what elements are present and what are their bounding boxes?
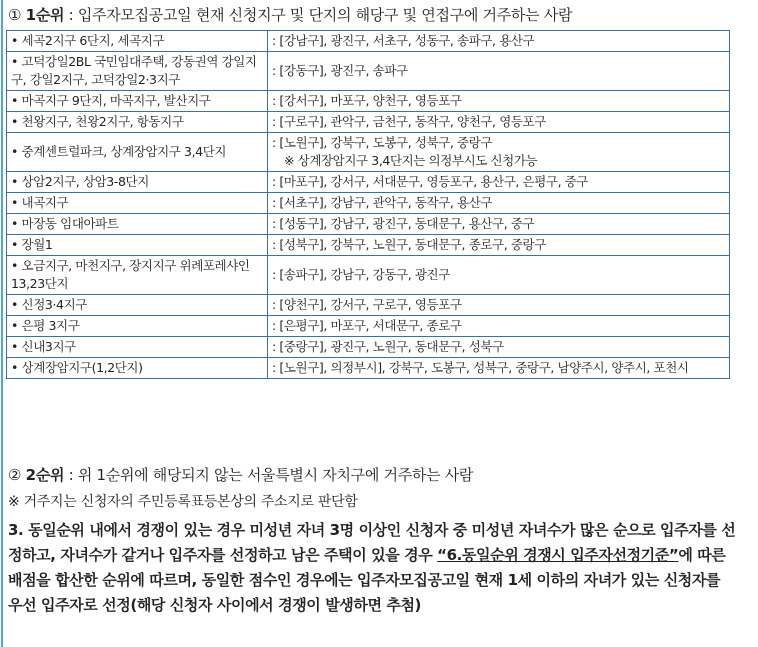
- eligible-districts-cell: [268, 91, 730, 112]
- table-row: [7, 91, 730, 112]
- eligible-districts-text: : [은평구], 마포구, 서대문구, 종로구: [272, 318, 462, 333]
- table-row: [7, 337, 730, 358]
- housing-area-cell: • 상암2지구, 상암3-8단지: [7, 172, 268, 193]
- table-row: [7, 256, 730, 295]
- table-row: [7, 112, 730, 133]
- table-row: [7, 214, 730, 235]
- circled-one-marker: ①: [8, 6, 22, 24]
- eligible-districts-text: : [중랑구], 광진구, 노원구, 동대문구, 성북구: [272, 339, 504, 354]
- priority-1-label: 1순위: [25, 6, 65, 24]
- footer-section: [8, 464, 748, 618]
- eligible-districts-text: : [마포구], 강서구, 서대문구, 영등포구, 용산구, 은평구, 중구: [272, 174, 589, 189]
- left-accent-rule: [1, 0, 3, 647]
- eligible-districts-cell: [268, 112, 730, 133]
- eligible-districts-cell: [268, 31, 730, 52]
- housing-area-cell: • 오금지구, 마천지구, 장지지구 위례포레샤인 13,23단지: [7, 256, 268, 295]
- eligible-districts-cell: [268, 337, 730, 358]
- tie-break-paragraph: [8, 518, 738, 618]
- table-row: [7, 316, 730, 337]
- area-district-table: [6, 30, 730, 379]
- housing-area-cell: • 신내3지구: [7, 337, 268, 358]
- table-row: [7, 133, 730, 172]
- table-row: [7, 52, 730, 91]
- table-row: [7, 235, 730, 256]
- housing-area-cell: • 상계장암지구(1,2단지): [7, 358, 268, 379]
- circled-two-marker: ②: [8, 466, 22, 484]
- eligible-districts-cell: [268, 214, 730, 235]
- eligible-districts-text: : [성북구], 강북구, 노원구, 동대문구, 종로구, 중랑구: [272, 237, 546, 252]
- eligible-districts-text: : [강서구], 마포구, 양천구, 영등포구: [272, 93, 462, 108]
- priority-2-description: : 위 1순위에 해당되지 않는 서울특별시 자치구에 거주하는 사람: [68, 466, 474, 484]
- eligible-districts-text: : [서초구], 강남구, 관악구, 동작구, 용산구: [272, 195, 493, 210]
- housing-area-cell: • 내곡지구: [7, 193, 268, 214]
- eligible-districts-text: : [양천구], 강서구, 구로구, 영등포구: [272, 297, 462, 312]
- housing-area-cell: • 중계센트럴파크, 상계장암지구 3,4단지: [7, 133, 268, 172]
- priority-2-heading: [8, 464, 748, 485]
- eligible-districts-text: : [노원구], 의정부시], 강북구, 도봉구, 성북구, 중랑구, 남양주시, 양주시, 포천시: [272, 360, 689, 375]
- table-row: [7, 31, 730, 52]
- housing-area-cell: • 세곡2지구 6단지, 세곡지구: [7, 31, 268, 52]
- eligible-districts-cell: [268, 295, 730, 316]
- priority-2-label: 2순위: [25, 466, 65, 484]
- district-note: ※ 상계장암지구 3,4단지는 의정부시도 신청가능: [284, 153, 538, 168]
- residence-note: ※ 거주지는 신청자의 주민등록표등본상의 주소지로 판단함: [8, 494, 358, 510]
- eligible-districts-cell: [268, 256, 730, 295]
- housing-area-cell: • 마장동 임대아파트: [7, 214, 268, 235]
- housing-area-cell: • 장월1: [7, 235, 268, 256]
- tie-break-criteria-reference: “6.동일순위 경쟁시 입주자선정기준”: [437, 546, 679, 564]
- eligible-districts-cell: [268, 316, 730, 337]
- priority-1-description: : 입주자모집공고일 현재 신청지구 및 단지의 해당구 및 연접구에 거주하는 사람: [68, 6, 573, 24]
- tie-break-text-after: 에 따른 배점을 합산한 순위에 따르며, 동일한 점수인 경우에는 입주자모집공고일 현재 1세 이하의 자녀가 있는 신청자를 우선 입주자로 선정(해당 신청자 사이에서 경쟁이 발생하면 추첨): [8, 546, 726, 614]
- eligible-districts-text: : [노원구], 강북구, 도봉구, 성북구, 중랑구: [272, 135, 493, 150]
- eligible-districts-cell: [268, 133, 730, 172]
- eligible-districts-cell: [268, 52, 730, 91]
- eligible-districts-cell: [268, 172, 730, 193]
- housing-area-cell: • 신정3·4지구: [7, 295, 268, 316]
- eligible-districts-text: : [성동구], 강남구, 광진구, 동대문구, 용산구, 중구: [272, 216, 535, 231]
- table-row: [7, 172, 730, 193]
- housing-area-cell: • 은평 3지구: [7, 316, 268, 337]
- table-row: [7, 358, 730, 379]
- eligible-districts-cell: [268, 193, 730, 214]
- eligible-districts-text: : [구로구], 관악구, 금천구, 동작구, 양천구, 영등포구: [272, 114, 546, 129]
- priority-1-heading: [8, 4, 572, 25]
- eligible-districts-cell: [268, 235, 730, 256]
- housing-area-cell: • 천왕지구, 천왕2지구, 항동지구: [7, 112, 268, 133]
- eligible-districts-cell: [268, 358, 730, 379]
- table-row: [7, 193, 730, 214]
- eligible-districts-text: : [강동구], 광진구, 송파구: [272, 63, 408, 78]
- tie-break-text-before: 3. 동일순위 내에서 경쟁이 있는 경우 미성년 자녀 3명 이상인 신청자 중 미성년 자녀수가 많은 순으로 입주자를 선정하고, 자녀수가 같거나 입주자를 선정하고 남은 주택이 있을 경우: [8, 521, 736, 564]
- table-row: [7, 295, 730, 316]
- eligible-districts-text: : [송파구], 강남구, 강동구, 광진구: [272, 267, 450, 282]
- eligible-districts-text: : [강남구], 광진구, 서초구, 성동구, 송파구, 용산구: [272, 33, 535, 48]
- housing-area-cell: • 고덕강일2BL 국민임대주택, 강동권역 강일지구, 강일2지구, 고덕강일2·3지구: [7, 52, 268, 91]
- housing-area-cell: • 마곡지구 9단지, 마곡지구, 발산지구: [7, 91, 268, 112]
